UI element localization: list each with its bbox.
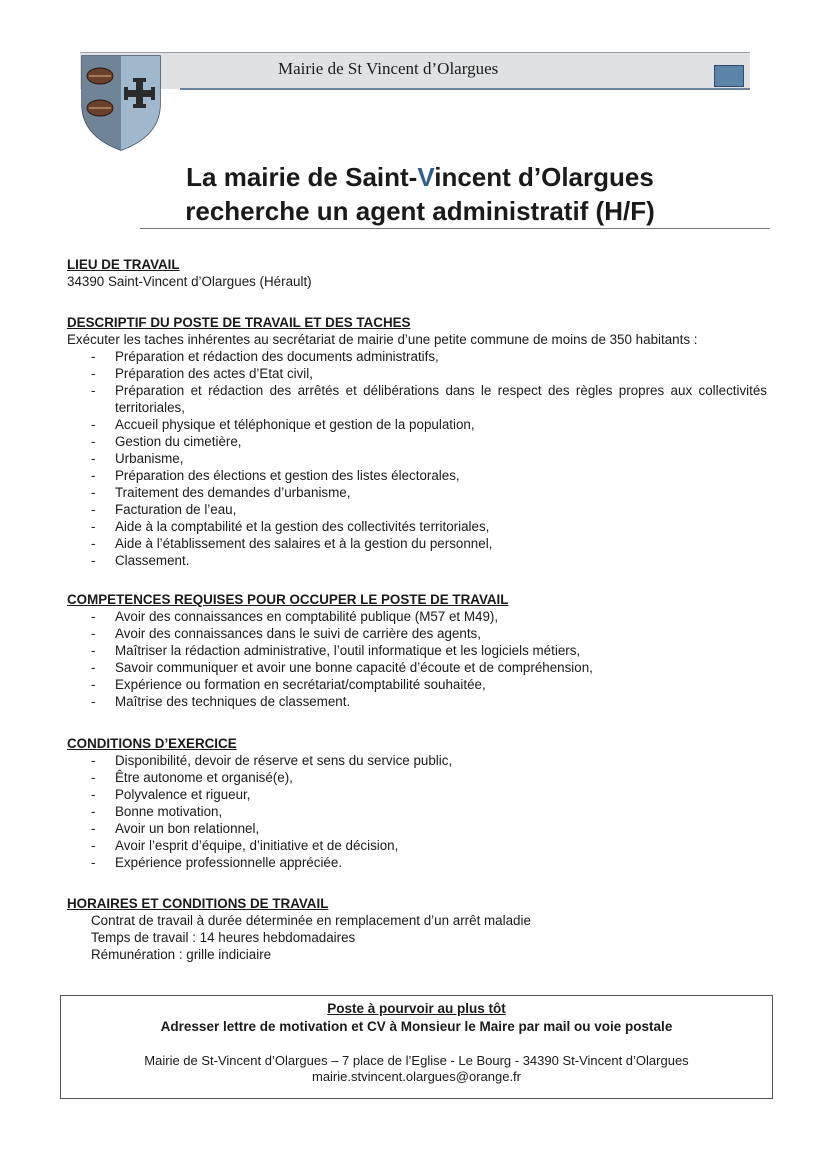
list-item: - Classement. — [67, 552, 767, 569]
list-item: - Maîtrise des techniques de classement. — [67, 693, 767, 710]
descriptif-intro: Exécuter les taches inhérentes au secrétariat de mairie d’une petite commune de moins de 350 habitants : — [67, 332, 698, 347]
list-item: - Gestion du cimetière, — [67, 433, 767, 450]
descriptif-list — [67, 348, 767, 569]
application-instructions: Adresser lettre de motivation et CV à Monsieur le Maire par mail ou voie postale — [160, 1019, 673, 1034]
competences-list — [67, 608, 767, 710]
header-banner — [80, 52, 750, 89]
horaires-line: Temps de travail : 14 heures hebdomadaires — [91, 930, 356, 945]
section-lieu — [67, 256, 767, 290]
poste-notice: Poste à pourvoir au plus tôt — [327, 1001, 506, 1016]
section-heading: HORAIRES ET CONDITIONS DE TRAVAIL — [67, 896, 329, 911]
contact-box — [60, 995, 773, 1099]
title-divider — [140, 228, 770, 229]
crest-barrel-top — [87, 68, 113, 84]
section-conditions — [67, 735, 767, 871]
section-horaires — [67, 895, 767, 963]
list-item: - Être autonome et organisé(e), — [67, 769, 767, 786]
horaires-line: Rémunération : grille indiciaire — [91, 947, 272, 962]
section-heading: COMPETENCES REQUISES POUR OCCUPER LE POSTE DE TRAVAIL — [67, 592, 509, 607]
lieu-text: 34390 Saint-Vincent d’Olargues (Hérault) — [67, 274, 312, 289]
title-line-1: La mairie de Saint-Vincent d’Olargues — [186, 162, 654, 192]
list-item: - Savoir communiquer et avoir une bonne capacité d’écoute et de compréhension, — [67, 659, 767, 676]
list-item: - Expérience professionnelle appréciée. — [67, 854, 767, 871]
banner-title: Mairie de St Vincent d’Olargues — [278, 59, 499, 78]
banner-decoration — [714, 65, 744, 87]
list-item: - Avoir des connaissances dans le suivi de carrière des agents, — [67, 625, 767, 642]
list-item: - Traitement des demandes d’urbanisme, — [67, 484, 767, 501]
list-item: - Accueil physique et téléphonique et gestion de la population, — [67, 416, 767, 433]
title-line-2: recherche un agent administratif (H/F) — [185, 196, 655, 226]
list-item: - Préparation des actes d’Etat civil, — [67, 365, 767, 382]
section-descriptif — [67, 314, 767, 569]
section-competences — [67, 591, 767, 710]
list-item: - Expérience ou formation en secrétariat/comptabilité souhaitée, — [67, 676, 767, 693]
list-item: - Avoir un bon relationnel, — [67, 820, 767, 837]
list-item: - Préparation et rédaction des arrêtés et délibérations dans le respect des règles propres aux collectivités territoriales, — [67, 382, 767, 416]
page-title — [140, 160, 700, 228]
coat-of-arms-logo — [80, 52, 162, 152]
list-item: - Polyvalence et rigueur, — [67, 786, 767, 803]
list-item: - Aide à l’établissement des salaires et à la gestion du personnel, — [67, 535, 767, 552]
list-item: - Avoir des connaissances en comptabilité publique (M57 et M49), — [67, 608, 767, 625]
section-heading: DESCRIPTIF DU POSTE DE TRAVAIL ET DES TACHES — [67, 315, 411, 330]
crest-barrel-bottom — [87, 100, 113, 116]
contact-email: mairie.stvincent.olargues@orange.fr — [311, 1069, 521, 1084]
horaires-line: Contrat de travail à durée déterminée en remplacement d’un arrêt maladie — [91, 913, 531, 928]
list-item: - Disponibilité, devoir de réserve et sens du service public, — [67, 752, 767, 769]
list-item: - Facturation de l’eau, — [67, 501, 767, 518]
list-item: - Préparation et rédaction des documents administratifs, — [67, 348, 767, 365]
postal-address: Mairie de St-Vincent d’Olargues – 7 place de l’Eglise - Le Bourg - 34390 St-Vincent d’Olargues — [144, 1053, 689, 1068]
list-item: - Urbanisme, — [67, 450, 767, 467]
list-item: - Avoir l’esprit d’équipe, d’initiative et de décision, — [67, 837, 767, 854]
banner-underline — [180, 88, 750, 90]
list-item: - Aide à la comptabilité et la gestion des collectivités territoriales, — [67, 518, 767, 535]
list-item: - Maîtriser la rédaction administrative, l’outil informatique et les logiciels métiers, — [67, 642, 767, 659]
section-heading: CONDITIONS D’EXERCICE — [67, 736, 237, 751]
list-item: - Bonne motivation, — [67, 803, 767, 820]
list-item: - Préparation des élections et gestion des listes électorales, — [67, 467, 767, 484]
section-heading: LIEU DE TRAVAIL — [67, 257, 180, 272]
conditions-list — [67, 752, 767, 871]
